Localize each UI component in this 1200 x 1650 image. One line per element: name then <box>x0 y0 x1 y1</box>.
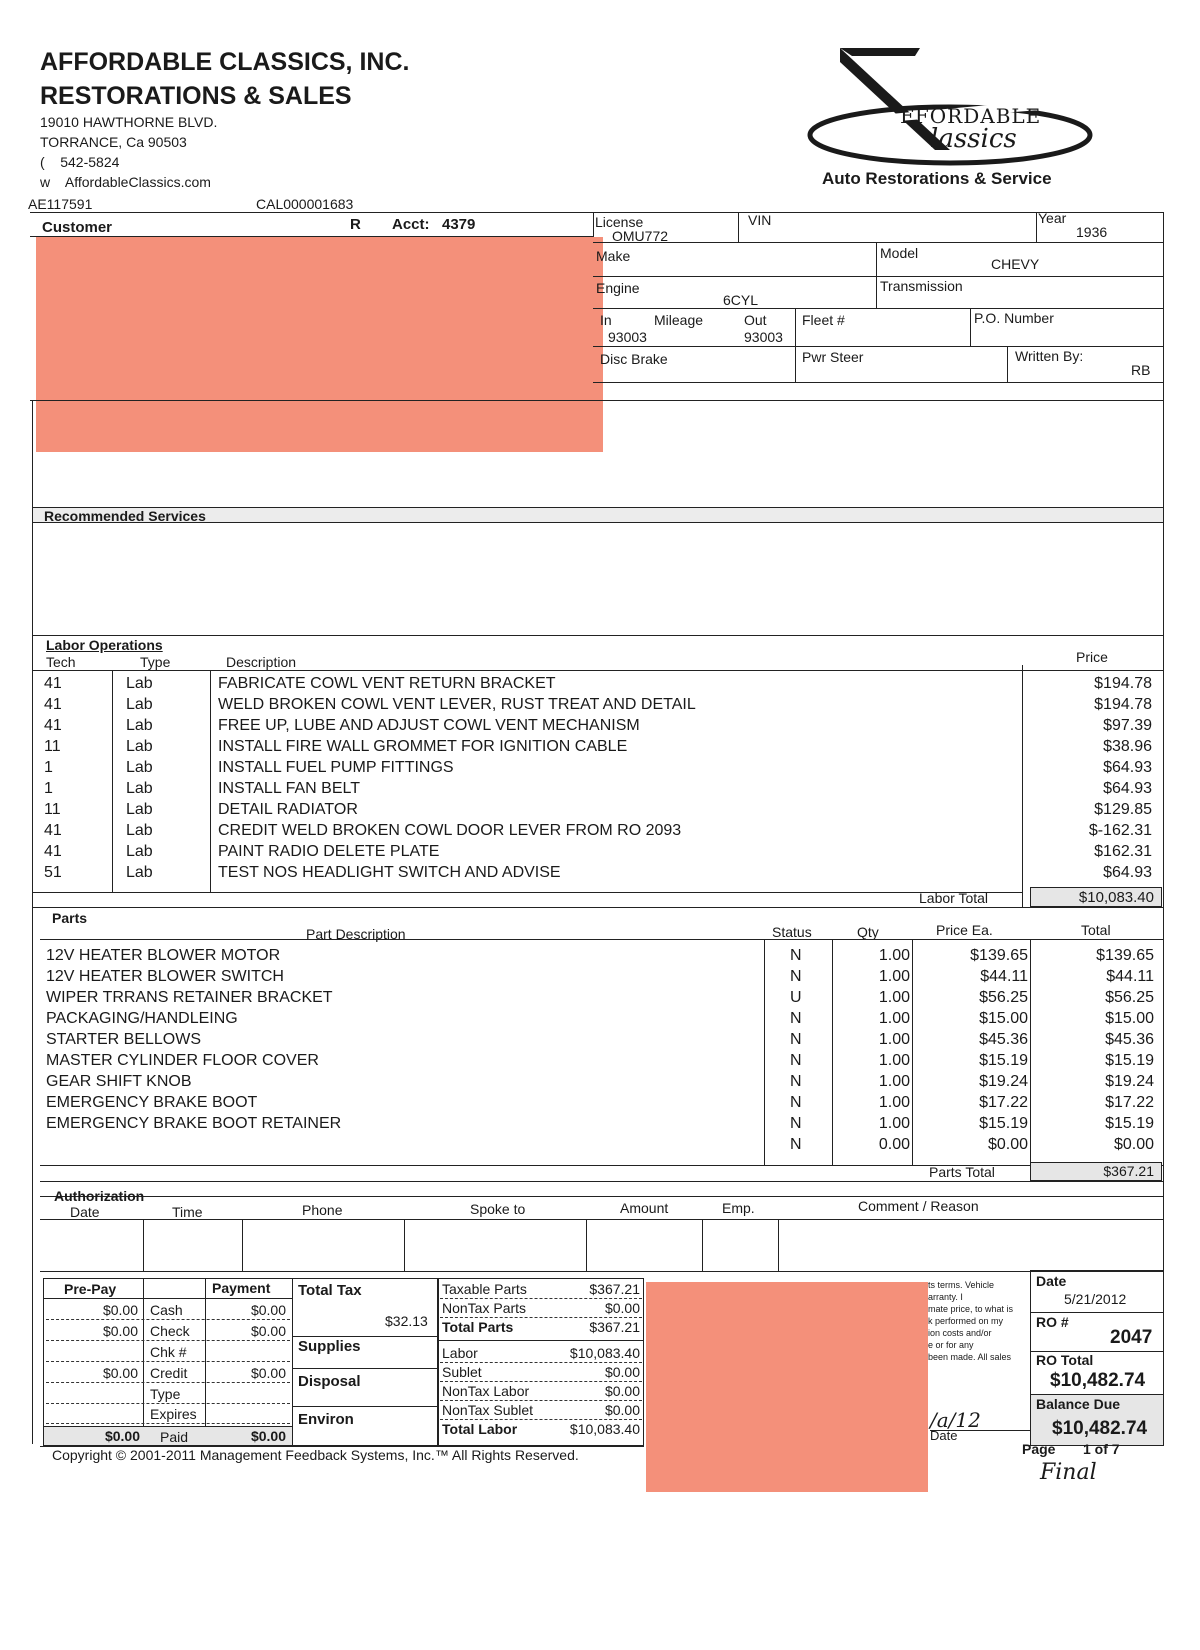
auth-header-line <box>40 1219 1164 1220</box>
part-price-ea: $45.36 <box>979 1031 1028 1048</box>
website: w AffordableClassics.com <box>40 174 211 190</box>
payment-value: $0.00 <box>250 1323 286 1339</box>
part-total: $45.36 <box>1105 1031 1154 1048</box>
part-price-ea: $15.19 <box>979 1115 1028 1132</box>
part-status: N <box>790 1073 802 1090</box>
totals-value: $0.00 <box>604 1402 640 1418</box>
part-price-ea: $56.25 <box>979 989 1028 1006</box>
labor-description: INSTALL FUEL PUMP FITTINGS <box>218 759 454 776</box>
payment-dash-line <box>46 1319 290 1320</box>
ro-line <box>1030 1312 1164 1313</box>
auth-col-amount: Amount <box>620 1200 669 1216</box>
labor-tech: 41 <box>44 675 62 692</box>
totals-label: Taxable Parts <box>442 1281 527 1297</box>
tax-line <box>292 1406 438 1407</box>
labor-tech: 41 <box>44 696 62 713</box>
environ-label: Environ <box>298 1411 354 1428</box>
balance-due-label: Balance Due <box>1036 1396 1121 1412</box>
prepay-value: $0.00 <box>102 1323 138 1339</box>
ro-date-label: Date <box>1036 1273 1067 1289</box>
labor-type: Lab <box>126 759 153 776</box>
labor-row <box>36 675 1161 696</box>
labor-type: Lab <box>126 843 153 860</box>
labor-col-type: Type <box>140 654 171 670</box>
labor-row <box>36 864 1161 885</box>
parts-total-label: Parts Total <box>929 1164 995 1180</box>
labor-col-price: Price <box>1076 649 1108 665</box>
customer-label: Customer <box>42 219 113 236</box>
parts-section-label: Parts <box>52 910 88 926</box>
signature-redaction <box>646 1282 928 1492</box>
payment-method-label: Check <box>150 1323 190 1339</box>
part-status: U <box>790 989 802 1006</box>
vehicle-grid-line <box>1163 212 1164 1444</box>
parts-row <box>38 1073 1163 1094</box>
auth-col-line <box>778 1219 779 1271</box>
part-price-ea: $0.00 <box>987 1136 1028 1153</box>
payment-method-label: Credit <box>150 1365 188 1381</box>
labor-tech: 51 <box>44 864 62 881</box>
totals-dash-line <box>440 1419 642 1420</box>
parts-row <box>38 1031 1163 1052</box>
balance-due-value: $10,482.74 <box>1052 1418 1148 1439</box>
logo-text-top: FFORDABLE <box>900 104 1042 128</box>
totals-label: Total Labor <box>442 1421 518 1437</box>
authorization-label: Authorization <box>54 1188 145 1204</box>
terms-line: e or for any <box>928 1340 974 1350</box>
payment-method-label: Cash <box>150 1302 183 1318</box>
labor-type: Lab <box>126 696 153 713</box>
company-logo <box>800 40 1100 170</box>
make-label: Make <box>596 248 631 264</box>
customer-bottom-line <box>30 400 1164 401</box>
parts-rows-bottom-line <box>40 1165 1164 1166</box>
labor-type: Lab <box>126 738 153 755</box>
customer-top-line <box>30 212 1164 213</box>
auth-col-time: Time <box>172 1204 203 1220</box>
payment-dash-line <box>46 1340 290 1341</box>
labor-type: Lab <box>126 717 153 734</box>
page-label: Page <box>1022 1441 1056 1457</box>
auth-bottom-line <box>40 1271 1164 1272</box>
totals-value: $367.21 <box>589 1319 640 1335</box>
signature-date-handwritten: /a/12 <box>930 1408 981 1432</box>
acct-number: 4379 <box>442 216 476 233</box>
terms-line: arranty. I <box>928 1292 963 1302</box>
cal-number: CAL000001683 <box>256 196 354 212</box>
labor-type: Lab <box>126 801 153 818</box>
parts-col-price-ea: Price Ea. <box>936 922 993 938</box>
customer-r: R <box>350 216 361 233</box>
auth-col-date: Date <box>70 1204 100 1220</box>
part-total: $44.11 <box>1106 968 1154 985</box>
model-value: CHEVY <box>991 256 1040 272</box>
part-price-ea: $17.22 <box>979 1094 1028 1111</box>
fleet-label: Fleet # <box>802 312 845 328</box>
recommended-services-label: Recommended Services <box>44 508 206 524</box>
logo-tagline: Auto Restorations & Service <box>822 169 1052 188</box>
labor-row <box>36 780 1161 801</box>
part-total: $139.65 <box>1096 947 1154 964</box>
labor-description: CREDIT WELD BROKEN COWL DOOR LEVER FROM RO 2093 <box>218 822 682 839</box>
vehicle-grid-line <box>593 346 1164 347</box>
totals-dash-line <box>440 1362 642 1363</box>
form-left-border <box>32 400 33 1444</box>
part-total: $56.25 <box>1105 989 1154 1006</box>
labor-type: Lab <box>126 780 153 797</box>
labor-top-line <box>32 635 1164 636</box>
labor-description: INSTALL FAN BELT <box>218 780 360 797</box>
labor-price: $-162.31 <box>1088 822 1152 839</box>
part-status: N <box>790 1115 802 1132</box>
parts-col-status: Status <box>772 924 812 940</box>
totals-value: $10,083.40 <box>569 1421 640 1437</box>
total-tax-label: Total Tax <box>298 1282 362 1299</box>
part-description: EMERGENCY BRAKE BOOT <box>46 1094 258 1111</box>
vehicle-grid-line <box>795 308 796 346</box>
part-total: $15.19 <box>1105 1115 1154 1132</box>
labor-tech: 1 <box>44 780 53 797</box>
payment-method-label: Type <box>150 1386 181 1402</box>
labor-price: $194.78 <box>1094 675 1152 692</box>
handwritten-final: Final <box>1040 1460 1097 1485</box>
part-status: N <box>790 968 802 985</box>
parts-row <box>38 968 1163 989</box>
prepay-value: $0.00 <box>102 1365 138 1381</box>
payment-value: $0.00 <box>250 1365 286 1381</box>
part-total: $15.00 <box>1105 1010 1154 1027</box>
labor-total-value: $10,083.40 <box>1078 889 1154 906</box>
pwr-steer-label: Pwr Steer <box>802 349 864 365</box>
mileage-in-label: In <box>600 312 612 328</box>
labor-bottom-line <box>32 907 1164 908</box>
vehicle-grid-line <box>1036 212 1037 242</box>
labor-price: $194.78 <box>1094 696 1152 713</box>
parts-row <box>38 1052 1163 1073</box>
prepay-total: $0.00 <box>104 1428 140 1444</box>
labor-type: Lab <box>126 822 153 839</box>
part-status: N <box>790 1031 802 1048</box>
engine-label: Engine <box>596 280 640 296</box>
tax-line <box>292 1336 438 1337</box>
part-qty: 1.00 <box>878 1010 910 1027</box>
terms-line: ion costs and/or <box>928 1328 992 1338</box>
labor-row <box>36 759 1161 780</box>
parts-row <box>38 1010 1163 1031</box>
labor-row <box>36 738 1161 759</box>
logo-text-bottom: lassics <box>930 124 1017 154</box>
total-tax-value: $32.13 <box>385 1313 428 1329</box>
part-price-ea: $44.11 <box>980 968 1028 985</box>
totals-dash-line <box>440 1298 642 1299</box>
vehicle-grid-line <box>1007 346 1008 382</box>
part-description: EMERGENCY BRAKE BOOT RETAINER <box>46 1115 342 1132</box>
parts-row <box>38 1136 1163 1157</box>
labor-row <box>36 801 1161 822</box>
mileage-label: Mileage <box>654 312 704 328</box>
totals-dash-line <box>440 1317 642 1318</box>
totals-dash-line <box>440 1381 642 1382</box>
pay-header-line <box>43 1298 292 1299</box>
part-total: $15.19 <box>1105 1052 1154 1069</box>
part-status: N <box>790 1136 802 1153</box>
labor-row <box>36 717 1161 738</box>
customer-redaction <box>36 237 603 452</box>
parts-row <box>38 989 1163 1010</box>
terms-line: been made. All sales <box>928 1352 1012 1362</box>
auth-col-line <box>404 1219 405 1271</box>
labor-tech: 1 <box>44 759 53 776</box>
labor-price: $64.93 <box>1103 864 1152 881</box>
payment-label: Payment <box>212 1280 271 1296</box>
year-label: Year <box>1038 210 1067 226</box>
ro-date-value: 5/21/2012 <box>1064 1291 1127 1307</box>
payment-dash-line <box>46 1382 290 1383</box>
part-total: $0.00 <box>1113 1136 1154 1153</box>
labor-description: PAINT RADIO DELETE PLATE <box>218 843 440 860</box>
totals-value: $0.00 <box>604 1300 640 1316</box>
license-label: License <box>595 214 644 230</box>
labor-price: $97.39 <box>1103 717 1152 734</box>
labor-row <box>36 696 1161 717</box>
parts-row <box>38 947 1163 968</box>
auth-col-line <box>143 1219 144 1271</box>
labor-price: $162.31 <box>1094 843 1152 860</box>
totals-label: NonTax Parts <box>442 1300 527 1316</box>
part-total: $19.24 <box>1105 1073 1154 1090</box>
part-qty: 1.00 <box>878 1052 910 1069</box>
payment-method-label: Chk # <box>150 1344 187 1360</box>
labor-description: FREE UP, LUBE AND ADJUST COWL VENT MECHANISM <box>218 717 640 734</box>
written-by-value: RB <box>1131 362 1151 378</box>
vehicle-grid-line <box>876 242 877 308</box>
labor-total-label: Labor Total <box>919 890 989 906</box>
vehicle-grid-line <box>738 212 739 242</box>
part-qty: 1.00 <box>878 1115 910 1132</box>
parts-col-total: Total <box>1081 922 1111 938</box>
part-qty: 1.00 <box>878 989 910 1006</box>
payment-value: $0.00 <box>250 1302 286 1318</box>
part-qty: 1.00 <box>878 947 910 964</box>
vehicle-grid-line <box>593 382 1164 383</box>
part-qty: 1.00 <box>878 1094 910 1111</box>
address-line-1: 19010 HAWTHORNE BLVD. <box>40 114 218 130</box>
terms-line: k performed on my <box>928 1316 1004 1326</box>
company-name: AFFORDABLE CLASSICS, INC. <box>40 48 410 76</box>
labor-description: TEST NOS HEADLIGHT SWITCH AND ADVISE <box>218 864 561 881</box>
transmission-label: Transmission <box>880 278 963 294</box>
auth-col-emp: Emp. <box>722 1200 755 1216</box>
labor-description: FABRICATE COWL VENT RETURN BRACKET <box>218 675 556 692</box>
pay-top-line <box>43 1278 292 1279</box>
labor-price: $38.96 <box>1103 738 1152 755</box>
part-description: 12V HEATER BLOWER MOTOR <box>46 947 281 964</box>
totals-label: Sublet <box>442 1364 482 1380</box>
mileage-in-value: 93003 <box>608 329 647 345</box>
written-by-label: Written By: <box>1015 348 1084 364</box>
labor-type: Lab <box>126 864 153 881</box>
part-qty: 1.00 <box>878 1073 910 1090</box>
part-total: $17.22 <box>1105 1094 1154 1111</box>
paid-label: Paid <box>160 1429 189 1445</box>
signature-date-label: Date <box>930 1428 958 1443</box>
payment-dash-line <box>46 1423 290 1424</box>
totals-value: $367.21 <box>589 1281 640 1297</box>
part-price-ea: $139.65 <box>970 947 1028 964</box>
part-price-ea: $15.19 <box>979 1052 1028 1069</box>
pay-col-line <box>43 1278 44 1446</box>
vehicle-grid-line <box>593 242 1164 243</box>
mileage-out-value: 93003 <box>744 329 783 345</box>
parts-row <box>38 1094 1163 1115</box>
paid-total: $0.00 <box>250 1428 286 1444</box>
page-number: 1 of 7 <box>1083 1441 1120 1457</box>
disposal-label: Disposal <box>298 1373 361 1390</box>
auth-col-comment: Comment / Reason <box>858 1198 979 1214</box>
auth-col-line <box>586 1219 587 1271</box>
parts-col-qty: Qty <box>857 924 879 940</box>
totals-value: $0.00 <box>604 1364 640 1380</box>
labor-tech: 41 <box>44 843 62 860</box>
part-description: 12V HEATER BLOWER SWITCH <box>46 968 284 985</box>
license-value: OMU772 <box>612 228 669 244</box>
labor-tech: 41 <box>44 822 62 839</box>
model-label: Model <box>880 245 919 261</box>
vehicle-grid-line <box>593 276 1164 277</box>
part-status: N <box>790 1052 802 1069</box>
labor-price: $129.85 <box>1094 801 1152 818</box>
copyright: Copyright © 2001-2011 Management Feedback Systems, Inc.™ All Rights Reserved. <box>52 1447 579 1463</box>
labor-section-label: Labor Operations <box>46 637 163 653</box>
mileage-out-label: Out <box>744 312 767 328</box>
ro-number-label: RO # <box>1036 1314 1069 1330</box>
part-price-ea: $15.00 <box>979 1010 1028 1027</box>
payment-method-label: Expires <box>150 1406 197 1422</box>
part-description: WIPER TRRANS RETAINER BRACKET <box>46 989 333 1006</box>
parts-header-line <box>40 939 1164 940</box>
payment-dash-line <box>46 1361 290 1362</box>
auth-col-line <box>242 1219 243 1271</box>
part-description: MASTER CYLINDER FLOOR COVER <box>46 1052 319 1069</box>
part-description: STARTER BELLOWS <box>46 1031 201 1048</box>
terms-line: mate price, to what is <box>928 1304 1014 1314</box>
prepay-value: $0.00 <box>102 1302 138 1318</box>
labor-row <box>36 843 1161 864</box>
labor-tech: 11 <box>44 738 61 755</box>
payment-dash-line <box>46 1403 290 1404</box>
vehicle-grid-line <box>593 308 1164 309</box>
auth-col-line <box>702 1219 703 1271</box>
parts-col-description: Part Description <box>306 926 406 942</box>
part-qty: 1.00 <box>878 968 910 985</box>
labor-col-description: Description <box>226 654 297 670</box>
totals-label: Labor <box>442 1345 478 1361</box>
labor-header-line <box>32 670 1164 671</box>
labor-tech: 41 <box>44 717 62 734</box>
auth-col-spoke-to: Spoke to <box>470 1201 526 1217</box>
totals-divider <box>438 1340 644 1341</box>
phone: ( 542-5824 <box>40 154 120 170</box>
totals-label: NonTax Labor <box>442 1383 530 1399</box>
address-line-2: TORRANCE, Ca 90503 <box>40 134 187 150</box>
ro-number-value: 2047 <box>1110 1327 1153 1348</box>
ro-total-value: $10,482.74 <box>1050 1370 1146 1391</box>
totals-label: NonTax Sublet <box>442 1402 534 1418</box>
ae-number: AE117591 <box>28 196 93 212</box>
ro-total-label: RO Total <box>1036 1352 1094 1368</box>
part-status: N <box>790 1010 802 1027</box>
pay-col-line <box>143 1278 144 1446</box>
year-value: 1936 <box>1076 224 1108 240</box>
terms-line: ts terms. Vehicle <box>928 1280 995 1290</box>
vehicle-grid-line <box>970 308 971 346</box>
labor-row <box>36 822 1161 843</box>
parts-total-value: $367.21 <box>1103 1163 1154 1179</box>
part-description: PACKAGING/HANDLEING <box>46 1010 238 1027</box>
labor-description: WELD BROKEN COWL VENT LEVER, RUST TREAT AND DETAIL <box>218 696 696 713</box>
totals-value: $10,083.40 <box>569 1345 640 1361</box>
totals-value: $0.00 <box>604 1383 640 1399</box>
labor-price: $64.93 <box>1103 759 1152 776</box>
totals-label: Total Parts <box>442 1319 514 1335</box>
labor-rows-bottom-line <box>32 892 1022 893</box>
part-qty: 1.00 <box>878 1031 910 1048</box>
labor-price: $64.93 <box>1103 780 1152 797</box>
engine-value: 6CYL <box>723 292 759 308</box>
po-number-label: P.O. Number <box>974 310 1054 326</box>
auth-top-line <box>40 1181 1164 1182</box>
totals-dash-line <box>440 1400 642 1401</box>
labor-col-tech: Tech <box>46 654 76 670</box>
labor-type: Lab <box>126 675 153 692</box>
vehicle-grid-line <box>795 346 796 382</box>
auth-shade-line <box>40 1196 1164 1197</box>
part-price-ea: $19.24 <box>979 1073 1028 1090</box>
supplies-label: Supplies <box>298 1338 361 1355</box>
labor-description: INSTALL FIRE WALL GROMMET FOR IGNITION CABLE <box>218 738 628 755</box>
part-status: N <box>790 1094 802 1111</box>
parts-row <box>38 1115 1163 1136</box>
labor-description: DETAIL RADIATOR <box>218 801 358 818</box>
disc-brake-label: Disc Brake <box>600 351 668 367</box>
part-description: GEAR SHIFT KNOB <box>46 1073 192 1090</box>
part-qty: 0.00 <box>878 1136 910 1153</box>
tax-line <box>292 1368 438 1369</box>
acct-label: Acct: <box>392 216 430 233</box>
vin-label: VIN <box>748 212 772 228</box>
part-status: N <box>790 947 802 964</box>
labor-tech: 11 <box>44 801 61 818</box>
company-subtitle: RESTORATIONS & SALES <box>40 82 352 110</box>
auth-col-phone: Phone <box>302 1202 343 1218</box>
prepay-label: Pre-Pay <box>64 1281 117 1297</box>
